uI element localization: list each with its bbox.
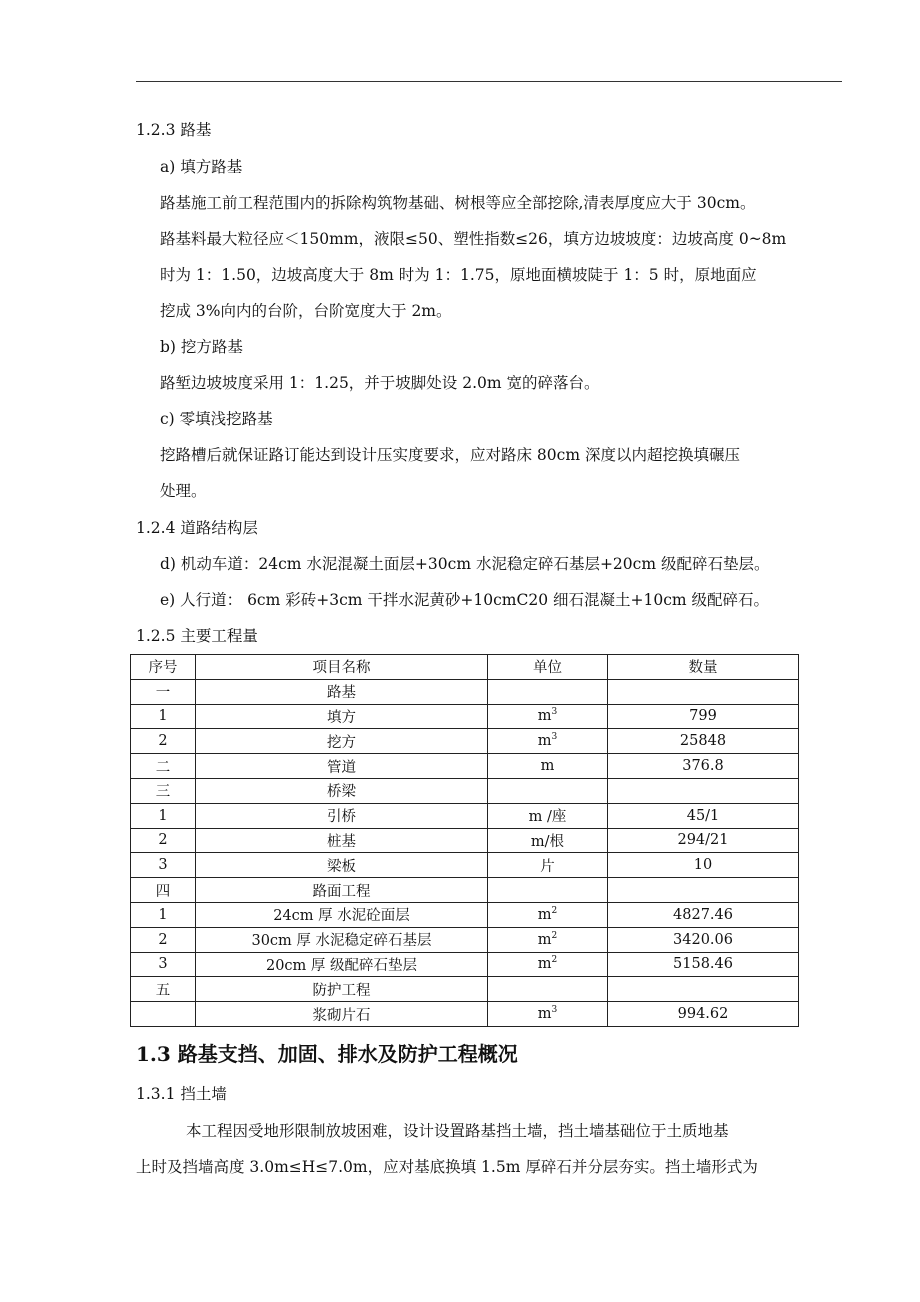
col-header-unit: 单位 [488,655,608,680]
col-header-no: 序号 [131,655,196,680]
cell-unit [488,952,608,977]
cell-no: 3 [131,952,196,977]
table-row [131,778,799,803]
cell-unit [488,853,608,878]
heading-1-3-1: 1.3.1 挡土墙 [136,1085,227,1103]
cell-qty [608,778,799,803]
heading-1-2-3: 1.2.3 路基 [136,121,212,139]
heading-1-2-4: 1.2.4 道路结构层 [136,519,258,537]
table-row [131,729,799,754]
cell-qty [608,977,799,1002]
cell-name: 梁板 [196,853,488,878]
cell-no: 1 [131,803,196,828]
cell-qty: 799 [608,704,799,729]
paragraph-line: 处理。 [160,482,207,500]
unit-exponent: 2 [551,930,558,941]
quantities-table [130,654,799,1027]
unit-text: m [537,733,552,750]
cell-qty: 3420.06 [608,927,799,952]
table-row [131,878,799,903]
cell-name: 桥梁 [196,778,488,803]
table-row [131,803,799,828]
unit-text: m [537,708,552,725]
paragraph-line: e) 人行道： 6cm 彩砖+3cm 干拌水泥黄砂+10cmC20 细石混凝土+10cm 级配碎石。 [160,591,770,609]
cell-no: 1 [131,704,196,729]
table-row [131,952,799,977]
cell-no: 1 [131,902,196,927]
cell-no: 2 [131,729,196,754]
cell-unit [488,927,608,952]
header-rule [136,81,842,82]
cell-name: 引桥 [196,803,488,828]
cell-qty: 294/21 [608,828,799,853]
paragraph-line: 挖成 3%向内的台阶，台阶宽度大于 2m。 [160,302,452,320]
cell-qty [608,679,799,704]
cell-unit [488,828,608,853]
paragraph-line: 路堑边坡坡度采用 1：1.25，并于坡脚处设 2.0m 宽的碎落台。 [160,374,600,392]
cell-unit [488,754,608,779]
cell-qty: 25848 [608,729,799,754]
paragraph-line: d) 机动车道：24cm 水泥混凝土面层+30cm 水泥稳定碎石基层+20cm 级配碎石垫层。 [160,555,770,573]
cell-unit [488,803,608,828]
cell-name: 挖方 [196,729,488,754]
cell-qty: 10 [608,853,799,878]
table-row [131,679,799,704]
cell-name: 填方 [196,704,488,729]
unit-exponent: 2 [551,905,558,916]
paragraph-line: 本工程因受地形限制放坡困难，设计设置路基挡土墙，挡土墙基础位于土质地基 [186,1122,729,1140]
cell-unit [488,679,608,704]
unit-text: m [537,931,552,948]
cell-unit [488,977,608,1002]
subheading-a: a) 填方路基 [160,158,243,176]
cell-qty: 5158.46 [608,952,799,977]
cell-name: 桩基 [196,828,488,853]
cell-no: 三 [131,778,196,803]
cell-unit [488,902,608,927]
unit-text: 片 [540,858,555,875]
unit-text: m [537,956,552,973]
cell-name: 20cm 厚 级配碎石垫层 [196,952,488,977]
cell-no: 五 [131,977,196,1002]
paragraph-line: 上时及挡墙高度 3.0m≤H≤7.0m，应对基底换填 1.5m 厚碎石并分层夯实。挡土墙形式为 [136,1158,758,1176]
cell-name: 浆砌片石 [196,1002,488,1027]
table-row [131,977,799,1002]
cell-unit [488,704,608,729]
cell-unit [488,729,608,754]
unit-exponent: 2 [551,955,558,966]
cell-name: 防护工程 [196,977,488,1002]
table-header-row [131,655,799,680]
unit-text: m [537,1006,552,1023]
cell-no [131,1002,196,1027]
unit-text: m /座 [528,809,567,826]
unit-exponent: 3 [551,707,558,718]
paragraph-line: 时为 1：1.50，边坡高度大于 8m 时为 1：1.75，原地面横坡陡于 1：5 时，原地面应 [160,266,757,284]
cell-unit [488,878,608,903]
cell-name: 24cm 厚 水泥砼面层 [196,902,488,927]
unit-exponent: 3 [551,732,558,743]
cell-qty [608,878,799,903]
cell-qty: 376.8 [608,754,799,779]
heading-1-2-5: 1.2.5 主要工程量 [136,627,258,645]
cell-no: 一 [131,679,196,704]
cell-unit [488,1002,608,1027]
table-row [131,1002,799,1027]
table-row [131,754,799,779]
table-row [131,927,799,952]
cell-no: 3 [131,853,196,878]
col-header-name: 项目名称 [196,655,488,680]
cell-no: 四 [131,878,196,903]
subheading-b: b) 挖方路基 [160,338,243,356]
paragraph-line: 挖路槽后就保证路订能达到设计压实度要求，应对路床 80cm 深度以内超挖换填碾压 [160,446,740,464]
col-header-qty: 数量 [608,655,799,680]
table-row [131,828,799,853]
section-title-1-3: 1.3 路基支挡、加固、排水及防护工程概况 [136,1042,518,1066]
table-row [131,704,799,729]
unit-text: m [537,906,552,923]
cell-qty: 994.62 [608,1002,799,1027]
cell-no: 2 [131,828,196,853]
cell-name: 30cm 厚 水泥稳定碎石基层 [196,927,488,952]
cell-qty: 4827.46 [608,902,799,927]
cell-no: 二 [131,754,196,779]
paragraph-line: 路基施工前工程范围内的拆除构筑物基础、树根等应全部挖除,清表厚度应大于 30cm。 [160,194,756,212]
cell-name: 管道 [196,754,488,779]
table-row [131,902,799,927]
paragraph-line: 路基料最大粒径应＜150mm，液限≤50、塑性指数≤26，填方边坡坡度：边坡高度 0~8m [160,230,787,248]
subheading-c: c) 零填浅挖路基 [160,410,273,428]
table-row [131,853,799,878]
unit-exponent: 3 [551,1005,558,1016]
cell-qty: 45/1 [608,803,799,828]
unit-text: m [540,758,555,775]
cell-name: 路面工程 [196,878,488,903]
cell-name: 路基 [196,679,488,704]
cell-no: 2 [131,927,196,952]
cell-unit [488,778,608,803]
unit-text: m/根 [530,833,565,850]
